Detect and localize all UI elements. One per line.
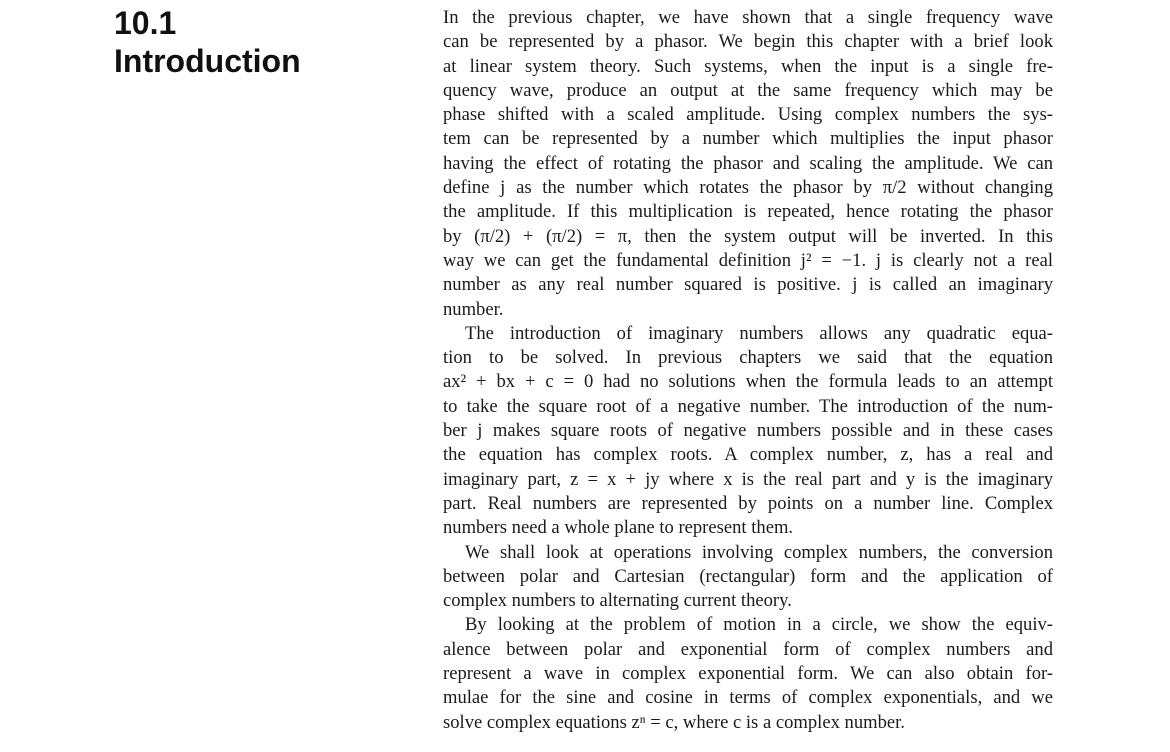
- text-line: mulae for the sine and cosine in terms of complex exponentials, and we: [443, 687, 1053, 709]
- text-line: number.: [443, 298, 504, 320]
- paragraph-1: [443, 6, 1053, 322]
- text-line: numbers need a whole plane to represent them.: [443, 517, 794, 539]
- section-number: 10.1: [114, 5, 177, 41]
- text-line: ber j makes square roots of negative numbers possible and in these cases: [443, 420, 1053, 442]
- text-line: number as any real number squared is positive. j is called an imaginary: [443, 274, 1053, 296]
- text-line: can be represented by a phasor. We begin this chapter with a brief look: [443, 31, 1053, 53]
- text-line: represent a wave in complex exponential form. We can also obtain for-: [443, 663, 1053, 685]
- text-line: part. Real numbers are represented by points on a number line. Complex: [443, 492, 1053, 514]
- section-heading: [114, 4, 414, 80]
- text-line: by (π/2) + (π/2) = π, then the system output will be inverted. In this: [443, 225, 1053, 247]
- text-line: In the previous chapter, we have shown that a single frequency wave: [443, 7, 1053, 28]
- text-line: at linear system theory. Such systems, when the input is a single fre-: [443, 55, 1053, 77]
- text-line: way we can get the fundamental definition j² = −1. j is clearly not a real: [443, 249, 1053, 271]
- text-line: alence between polar and exponential form of complex numbers and: [443, 638, 1053, 660]
- section-title: Introduction: [114, 43, 301, 79]
- text-line: tem can be represented by a number which multiplies the input phasor: [443, 128, 1053, 150]
- text-line: phase shifted with a scaled amplitude. Using complex numbers the sys-: [443, 104, 1053, 126]
- text-line: We shall look at operations involving complex numbers, the conversion: [465, 541, 1053, 563]
- text-line: complex numbers to alternating current theory.: [443, 590, 792, 612]
- text-line: the equation has complex roots. A complex number, z, has a real and: [443, 444, 1053, 466]
- paragraph-3: [443, 541, 1053, 614]
- paragraph-2: [443, 322, 1053, 541]
- text-line: imaginary part, z = x + jy where x is the real part and y is the imaginary: [443, 468, 1053, 490]
- text-line: quency wave, produce an output at the same frequency which may be: [443, 79, 1053, 101]
- text-line: define j as the number which rotates the phasor by π/2 without changing: [443, 177, 1053, 199]
- text-line: the amplitude. If this multiplication is repeated, hence rotating the phasor: [443, 201, 1053, 223]
- text-line: to take the square root of a negative number. The introduction of the num-: [443, 395, 1053, 417]
- text-line: By looking at the problem of motion in a circle, we show the equiv-: [465, 614, 1053, 636]
- paragraph-4: [443, 613, 1053, 734]
- text-line: between polar and Cartesian (rectangular) form and the application of: [443, 565, 1053, 587]
- text-line: tion to be solved. In previous chapters we said that the equation: [443, 347, 1053, 369]
- text-line: solve complex equations zⁿ = c, where c is a complex number.: [443, 711, 905, 733]
- text-line: ax² + bx + c = 0 had no solutions when the formula leads to an attempt: [443, 371, 1053, 393]
- text-line: The introduction of imaginary numbers allows any quadratic equa-: [465, 322, 1053, 344]
- text-line: having the effect of rotating the phasor and scaling the amplitude. We can: [443, 152, 1053, 174]
- body-text: [443, 6, 1053, 735]
